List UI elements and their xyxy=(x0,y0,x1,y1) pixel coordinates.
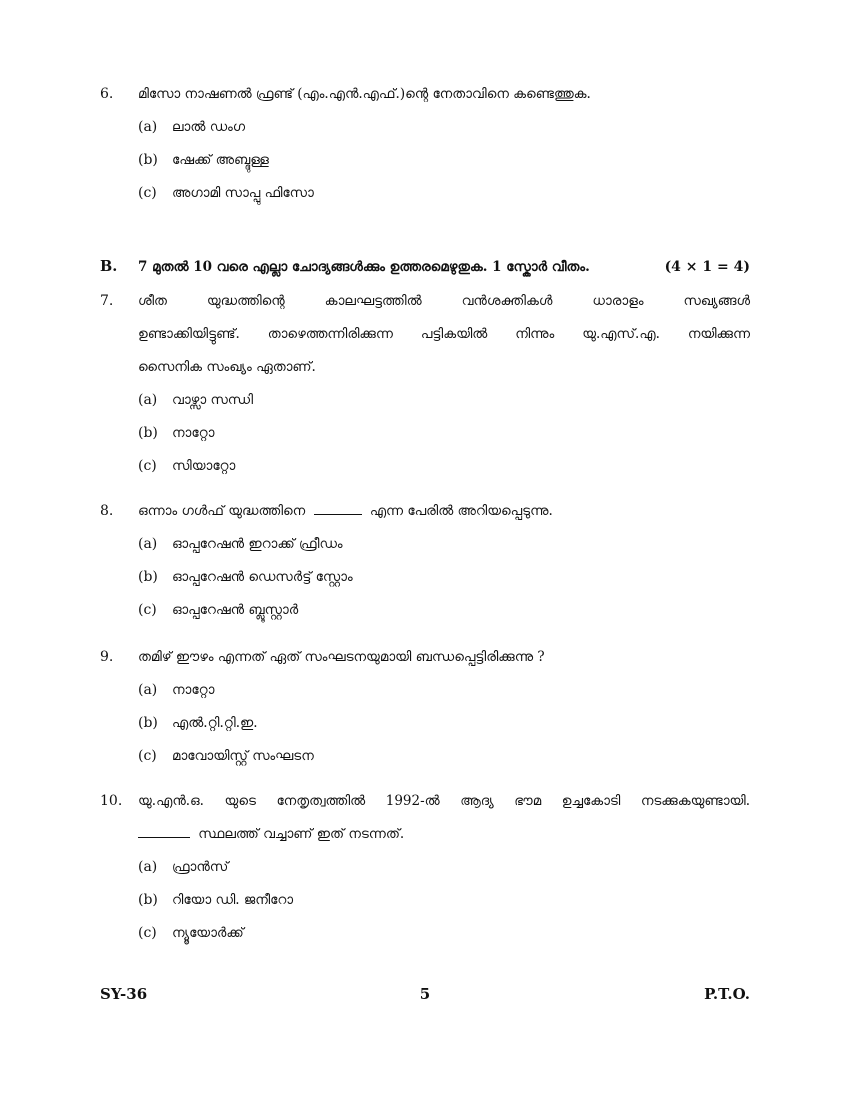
option-a xyxy=(138,528,750,561)
option-text: നാറ്റോ xyxy=(172,425,215,441)
option-text: വാഴ്സാ സന്ധി xyxy=(172,392,253,408)
option-text: എൽ.റ്റി.റ്റി.ഇ. xyxy=(172,715,258,731)
option-a xyxy=(138,111,750,144)
option-a xyxy=(138,674,750,707)
answer-blank xyxy=(138,825,190,838)
option-text: ഫ്രാൻസ് xyxy=(172,859,229,875)
option-b xyxy=(138,884,750,917)
option-label: (b) xyxy=(138,425,158,441)
option-label: (b) xyxy=(138,892,158,908)
option-text: സിയാറ്റോ xyxy=(172,458,236,474)
section-b-heading xyxy=(100,258,750,275)
page-number: 5 xyxy=(419,985,431,1003)
option-label: (a) xyxy=(138,859,158,875)
option-b xyxy=(138,144,750,177)
question-text xyxy=(138,495,750,528)
options-list xyxy=(138,851,750,950)
option-text: ഓപ്പറേഷൻ ഇറാക്ക് ഫ്രീഡം xyxy=(172,536,343,552)
option-text: ഷേക്ക് അബ്ദുള്ള xyxy=(172,152,269,168)
options-list xyxy=(138,384,750,483)
option-label: (a) xyxy=(138,682,158,698)
question-7 xyxy=(100,285,750,483)
question-number: 7. xyxy=(100,293,114,309)
option-label: (c) xyxy=(138,458,157,474)
option-a xyxy=(138,851,750,884)
question-text: തമിഴ് ഈഴം എന്നത് ഏത് സംഘടനയുമായി ബന്ധപ്പെട്ടിരിക്കുന്നു ? xyxy=(138,649,545,665)
page-footer xyxy=(100,985,750,1007)
option-b xyxy=(138,417,750,450)
question-6 xyxy=(100,78,750,210)
question-number: 6. xyxy=(100,86,114,102)
option-label: (b) xyxy=(138,715,158,731)
question-text-line-1: ശീത യുദ്ധത്തിന്റെ കാലഘട്ടത്തിൽ വൻശക്തികൾ ധാരാളം സഖ്യങ്ങൾ xyxy=(138,293,750,309)
option-b xyxy=(138,707,750,740)
option-label: (a) xyxy=(138,392,158,408)
question-8 xyxy=(100,495,750,627)
option-text: ഓപ്പറേഷൻ ഡെസർട്ട് സ്റ്റോം xyxy=(172,569,353,585)
option-label: (c) xyxy=(138,925,157,941)
option-b xyxy=(138,561,750,594)
answer-blank xyxy=(314,502,362,515)
options-list xyxy=(138,674,750,773)
option-text: ലാൽ ഡംഗ xyxy=(172,119,246,135)
option-label: (b) xyxy=(138,569,158,585)
question-number: 10. xyxy=(100,793,123,809)
option-text: ഓപ്പറേഷൻ ബ്ലൂസ്റ്റാർ xyxy=(172,602,299,618)
please-turn-over: P.T.O. xyxy=(704,985,750,1003)
option-label: (c) xyxy=(138,748,157,764)
question-text-before-blank: ഒന്നാം ഗൾഫ് യുദ്ധത്തിനെ xyxy=(138,503,306,519)
question-number: 8. xyxy=(100,503,114,519)
option-c xyxy=(138,740,750,773)
option-text: ന്യൂയോർക്ക് xyxy=(172,925,244,941)
option-label: (c) xyxy=(138,185,157,201)
options-list xyxy=(138,111,750,210)
question-text-line-2: ഉണ്ടാക്കിയിട്ടുണ്ട്. താഴെത്തന്നിരിക്കുന്ന പട്ടികയിൽ നിന്നും യു.എസ്.എ. നയിക്കുന്ന xyxy=(138,326,750,342)
option-label: (a) xyxy=(138,536,158,552)
option-c xyxy=(138,450,750,483)
option-text: അഗാമി സാപ്പു ഫിസോ xyxy=(172,185,314,201)
question-text-line-1: യു.എൻ.ഒ. യുടെ നേതൃത്വത്തിൽ 1992-ൽ ആദ്യ ഭൗമ ഉച്ചകോടി നടക്കുകയുണ്ടായി. xyxy=(138,793,750,809)
option-c xyxy=(138,594,750,627)
option-c xyxy=(138,177,750,210)
option-label: (b) xyxy=(138,152,158,168)
option-label: (a) xyxy=(138,119,158,135)
question-text-after-blank: സ്ഥലത്ത് വച്ചാണ് ഇത് നടന്നത്. xyxy=(198,826,405,842)
question-text-after-blank: എന്ന പേരിൽ അറിയപ്പെടുന്നു. xyxy=(369,503,553,519)
options-list xyxy=(138,528,750,627)
option-text: റിയോ ഡി. ജനീറോ xyxy=(172,892,294,908)
option-text: മാവോയിസ്റ്റ് സംഘടന xyxy=(172,748,314,764)
question-number: 9. xyxy=(100,649,114,665)
question-text: മിസോ നാഷണൽ ഫ്രണ്ട് (എം.എൻ.എഫ്.)ന്റെ നേതാവിനെ കണ്ടെത്തുക. xyxy=(138,86,591,102)
option-text: നാറ്റോ xyxy=(172,682,215,698)
question-9 xyxy=(100,641,750,773)
section-instruction: 7 മുതൽ 10 വരെ എല്ലാ ചോദ്യങ്ങൾക്കും ഉത്തരമെഴുതുക. 1 സ്കോർ വീതം. xyxy=(138,259,590,275)
paper-code: SY-36 xyxy=(100,985,148,1003)
section-marks: (4 × 1 = 4) xyxy=(664,259,750,275)
question-text-line-3: സൈനിക സംഖ്യം ഏതാണ്. xyxy=(138,359,316,375)
option-a xyxy=(138,384,750,417)
option-c xyxy=(138,917,750,950)
section-label: B. xyxy=(100,258,118,275)
question-10 xyxy=(100,785,750,950)
question-text-line-2 xyxy=(138,818,750,851)
option-label: (c) xyxy=(138,602,157,618)
